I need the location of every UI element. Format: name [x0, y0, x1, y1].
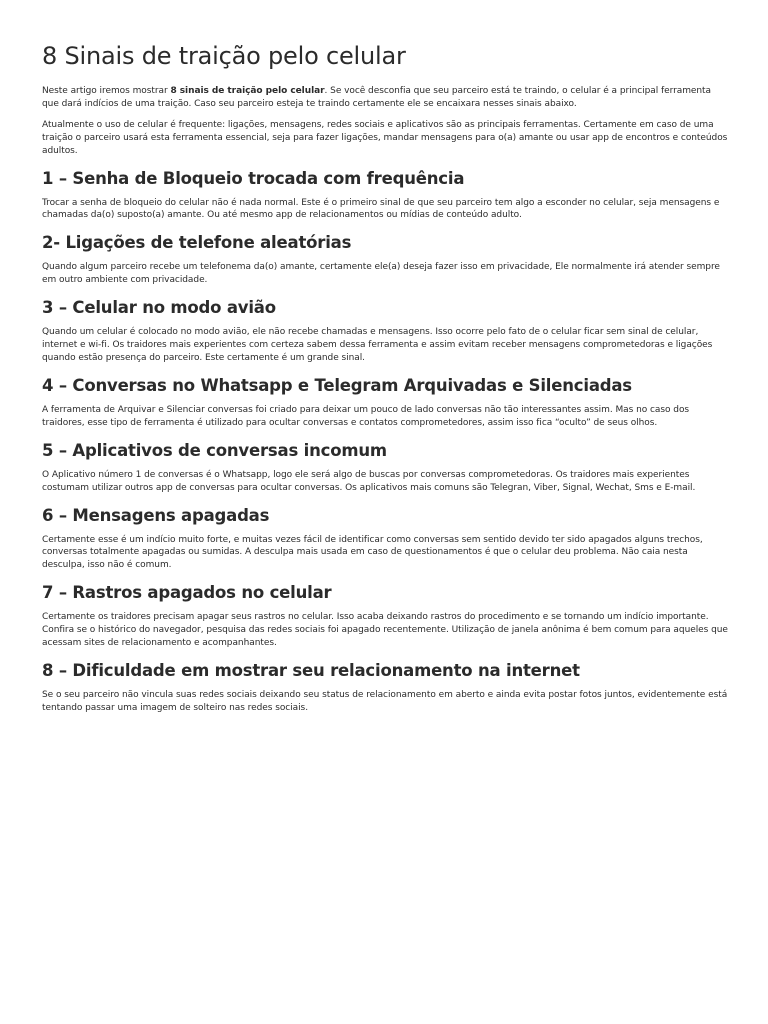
section-text-6: Certamente esse é um indício muito forte, e muitas vezes fácil de identificar como conversas sem sentido devido ter sido apagados alguns trechos, conversas totalmente apagadas ou sumidas. A desculpa mais usada em caso de questionamentos é que o celular deu problema. Não caia nesta desculpa, isso não é comum. — [42, 534, 703, 571]
section-heading-2: 2- Ligações de telefone aleatórias — [42, 233, 352, 253]
section-heading-3: 3 – Celular no modo avião — [42, 298, 276, 318]
section-text-8: Se o seu parceiro não vincula suas redes sociais deixando seu status de relacionamento em aberto e ainda evita postar fotos juntos, evidentemente está tentando passar uma imagem de solteiro nas redes sociais. — [42, 689, 728, 713]
section-text-5: O Aplicativo número 1 de conversas é o Whatsapp, logo ele será algo de buscas por conversas comprometedoras. Os traidores mais experientes costumam utilizar outros app de conversas para ocultar conversas. Os aplicativos mais comuns são Telegran, Viber, Signal, Wechat, Sms e E-mail. — [42, 469, 696, 493]
section-heading-7: 7 – Rastros apagados no celular — [42, 583, 332, 603]
section-heading-4: 4 – Conversas no Whatsapp e Telegram Arquivadas e Silenciadas — [42, 375, 632, 395]
section-text-7: Certamente os traidores precisam apagar seus rastros no celular. Isso acaba deixando rastros do procedimento e se tornando um indício importante. Confira se o histórico do navegador, pesquisa das redes sociais foi apagado recentemente. Utilização de janela anônima é bem comum para aqueles que acessam sites de relacionamento e acompanhantes. — [42, 612, 728, 649]
section-text-1: Trocar a senha de bloqueio do celular não é nada normal. Este é o primeiro sinal de que seu parceiro tem algo a esconder no celular, seja mensagens e chamadas da(o) suposto(a) amante. Ou até mesmo app de relacionamentos ou mídias de conteúdo adulto. — [42, 197, 720, 221]
article-title: 8 Sinais de traição pelo celular — [42, 42, 406, 70]
intro-text-before: Neste artigo iremos mostrar — [42, 86, 171, 96]
section-text-4: A ferramenta de Arquivar e Silenciar conversas foi criado para deixar um pouco de lado conversas não tão interessantes assim. Mas no caso dos traidores, esse tipo de ferramenta é utilizado para ocultar conversas e contatos comprometedores, assim isso fica “oculto” de seus olhos. — [42, 404, 690, 428]
section-text-3: Quando um celular é colocado no modo avião, ele não recebe chamadas e mensagens. Isso ocorre pelo fato de o celular ficar sem sinal de celular, internet e wi-fi. Os traidores mais experientes com certeza sabem dessa ferramenta e assim evitam receber mensagens comprometedoras e ligações quando estão presença do parceiro. Este certamente é um grande sinal. — [42, 327, 713, 363]
section-heading-1: 1 – Senha de Bloqueio trocada com frequência — [42, 168, 465, 188]
section-heading-5: 5 – Aplicativos de conversas incomum — [42, 440, 387, 460]
section-text-2: Quando algum parceiro recebe um telefonema da(o) amante, certamente ele(a) deseja fazer isso em privacidade, Ele normalmente irá atender sempre em outro ambiente com privacidade. — [42, 262, 720, 286]
section-heading-6: 6 – Mensagens apagadas — [42, 505, 270, 525]
intro-text-after: . Se você desconfia que seu parceiro está te traindo, o celular é a principal ferramenta que dará indícios de uma traição. Caso seu parceiro esteja te traindo certamente ele se encaixara nesses sinais abaixo. — [42, 86, 712, 109]
intro-paragraph — [42, 85, 728, 111]
intro-text-bold: 8 sinais de traição pelo celular — [170, 86, 325, 96]
section-heading-8: 8 – Dificuldade em mostrar seu relacionamento na internet — [42, 660, 580, 680]
intro-paragraph-2: Atualmente o uso de celular é frequente: ligações, mensagens, redes sociais e aplicativos são as principais ferramentas. Certamente em caso de uma traição o parceiro usará esta ferramenta essencial, seja para fazer ligações, mandar mensagens para o(a) amante ou usar app de encontros e conteúdos adultos. — [42, 119, 728, 156]
